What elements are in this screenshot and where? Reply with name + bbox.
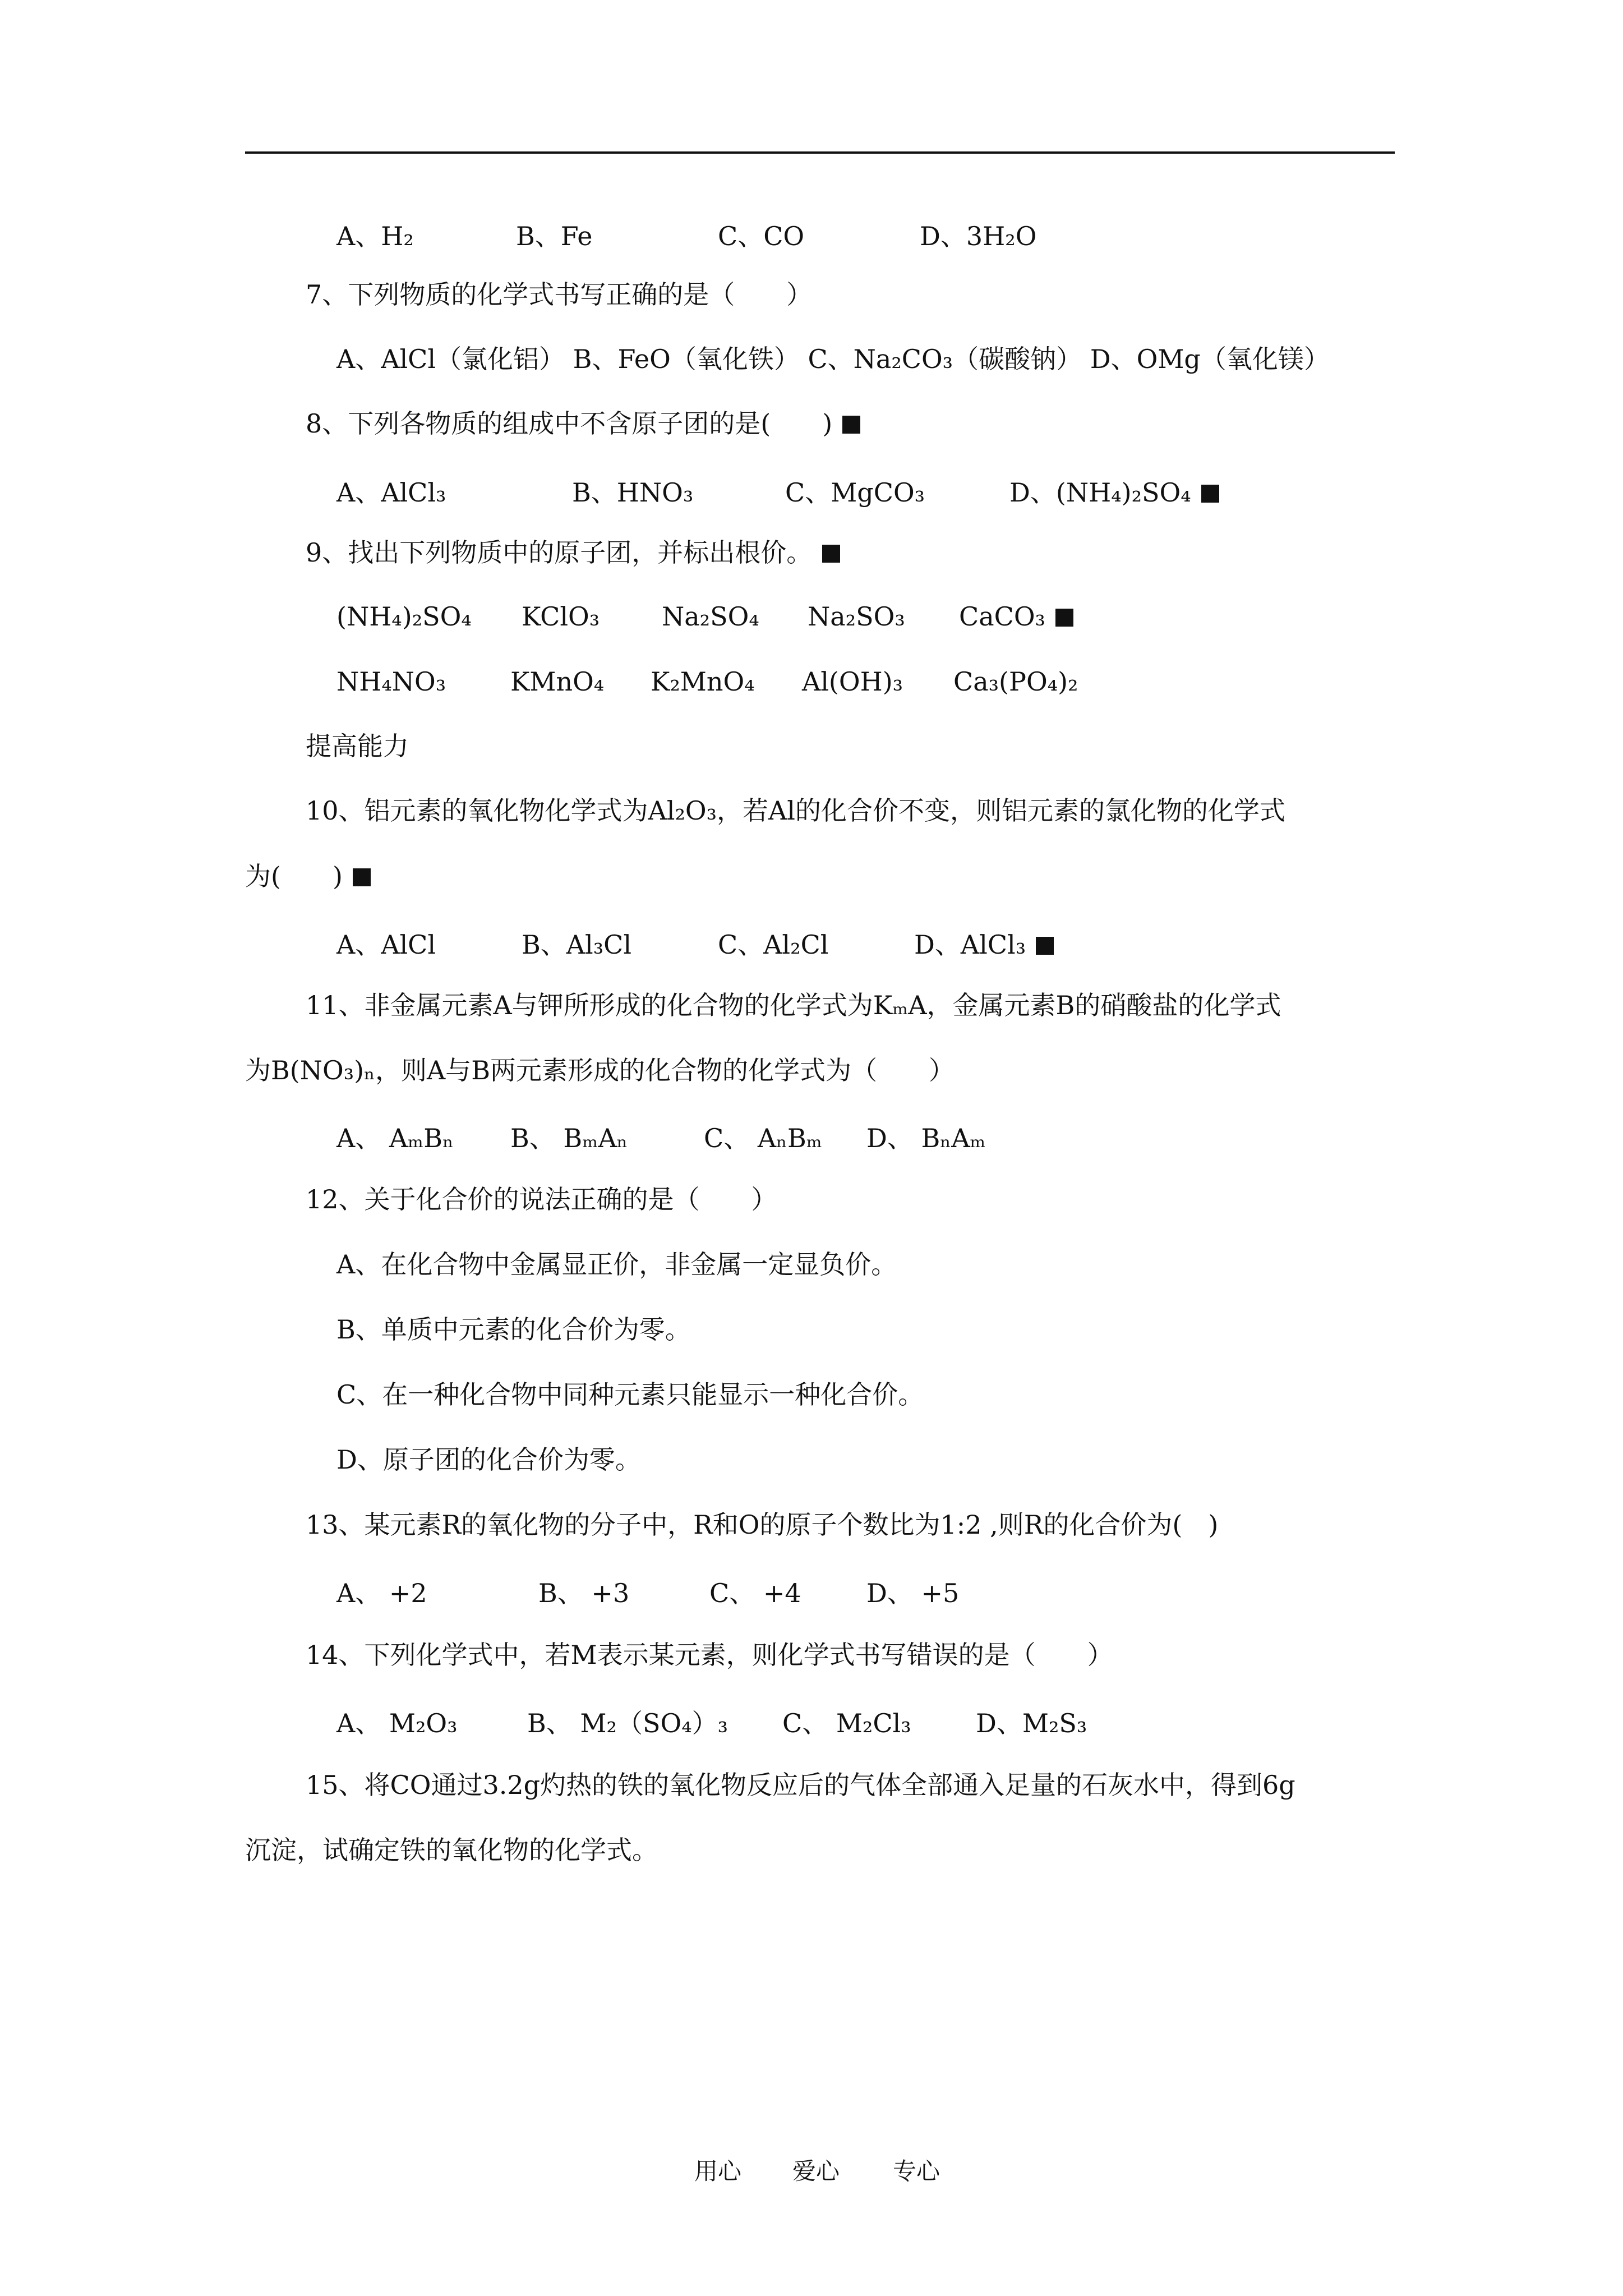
q9-formula: Al(OH)₃ (802, 666, 903, 697)
q7-options: A、AlCl（氯化铝） B、FeO（氧化铁） C、Na₂CO₃（碳酸钠） D、OMg（氧化镁） (336, 344, 1330, 374)
q14-stem: 14、下列化学式中，若M表示某元素，则化学式书写错误的是（ ） (306, 1640, 1113, 1670)
footer-text: 专心 (893, 2157, 940, 2185)
q13-option-d: D、 +5 (866, 1578, 960, 1608)
q9-formula: KMnO₄ (510, 666, 605, 697)
q10-stem-line2-row (245, 859, 371, 893)
q8-option-d-row (1009, 472, 1219, 509)
q9-formula: NH₄NO₃ (336, 666, 446, 697)
q7-stem: 7、下列物质的化学式书写正确的是（ ） (306, 279, 813, 310)
square-marker-icon (1055, 609, 1073, 627)
q8-option-c: C、MgCO₃ (785, 477, 925, 508)
q13-option-b: B、 +3 (538, 1578, 630, 1608)
square-marker-icon (1201, 485, 1219, 503)
q13-option-c: C、 +4 (709, 1578, 801, 1608)
q11-stem-line2: 为B(NO₃)ₙ，则A与B两元素形成的化合物的化学式为（ ） (245, 1055, 955, 1085)
q10-option-d-row (914, 924, 1054, 961)
q11-option-b: B、 BₘAₙ (510, 1123, 628, 1153)
q9-formula-row (959, 601, 1073, 632)
header-rule (245, 151, 1395, 154)
q8-stem: 8、下列各物质的组成中不含原子团的是( ) (306, 408, 833, 439)
q9-formula: KClO₃ (522, 601, 600, 632)
q9-formula: Na₂SO₃ (808, 601, 905, 632)
square-marker-icon (822, 545, 840, 563)
q11-stem-line1: 11、非金属元素A与钾所形成的化合物的化学式为KₘA，金属元素B的硝酸盐的化学式 (306, 990, 1281, 1020)
q12-option-a: A、在化合物中金属显正价，非金属一定显负价。 (336, 1249, 897, 1280)
q10-option-c: C、Al₂Cl (718, 930, 829, 960)
square-marker-icon (842, 416, 860, 434)
q11-option-c: C、 AₙBₘ (704, 1123, 822, 1153)
q12-option-b: B、单质中元素的化合价为零。 (336, 1314, 691, 1345)
q13-option-a: A、 +2 (336, 1578, 427, 1608)
q10-stem-line1: 10、铝元素的氧化物化学式为Al₂O₃，若Al的化合价不变，则铝元素的氯化物的化学式 (306, 795, 1285, 826)
q12-stem: 12、关于化合价的说法正确的是（ ） (306, 1184, 777, 1214)
section-heading: 提高能力 (306, 731, 409, 761)
q10-stem-line2: 为( ) (245, 861, 343, 891)
q14-option-b: B、 M₂（SO₄）₃ (527, 1708, 728, 1738)
q8-option-d: D、(NH₄)₂SO₄ (1009, 477, 1191, 508)
q9-formula: (NH₄)₂SO₄ (336, 601, 472, 632)
q15-line2: 沉淀，试确定铁的氧化物的化学式。 (245, 1835, 658, 1865)
q15-line1: 15、将CO通过3.2g灼热的铁的氧化物反应后的气体全部通入足量的石灰水中，得到6g (306, 1770, 1295, 1800)
q6-option-a: A、H₂ (336, 221, 414, 251)
q9-formula: K₂MnO₄ (651, 666, 755, 697)
q11-option-a: A、 AₘBₙ (336, 1123, 454, 1153)
q12-option-d: D、原子团的化合价为零。 (336, 1444, 641, 1475)
q9-formula: Ca₃(PO₄)₂ (953, 666, 1078, 697)
q10-option-a: A、AlCl (336, 930, 436, 960)
q6-option-b: B、Fe (516, 221, 593, 251)
q6-option-d: D、3H₂O (920, 221, 1037, 251)
q10-option-b: B、Al₃Cl (522, 930, 632, 960)
q14-option-a: A、 M₂O₃ (336, 1708, 458, 1738)
q9-stem-row (306, 536, 840, 569)
q9-formula: CaCO₃ (959, 601, 1045, 632)
q12-option-c: C、在一种化合物中同种元素只能显示一种化合价。 (336, 1379, 924, 1410)
q8-option-a: A、AlCl₃ (336, 477, 446, 508)
q9-stem: 9、找出下列物质中的原子团，并标出根价。 (306, 537, 813, 568)
q6-option-c: C、CO (718, 221, 805, 251)
q13-stem: 13、某元素R的氧化物的分子中，R和O的原子个数比为1:2 ,则R的化合价为( ) (306, 1510, 1219, 1540)
square-marker-icon (1036, 937, 1054, 955)
q8-option-b: B、HNO₃ (572, 477, 694, 508)
q8-stem-row (306, 407, 860, 440)
q10-option-d: D、AlCl₃ (914, 930, 1026, 960)
q9-formula: Na₂SO₄ (662, 601, 759, 632)
square-marker-icon (353, 868, 371, 886)
q14-option-c: C、 M₂Cl₃ (782, 1708, 911, 1738)
q14-option-d: D、M₂S₃ (976, 1708, 1087, 1738)
q11-option-d: D、 BₙAₘ (866, 1123, 986, 1153)
footer-text: 用心 (694, 2157, 742, 2185)
footer-text: 爱心 (792, 2157, 840, 2185)
